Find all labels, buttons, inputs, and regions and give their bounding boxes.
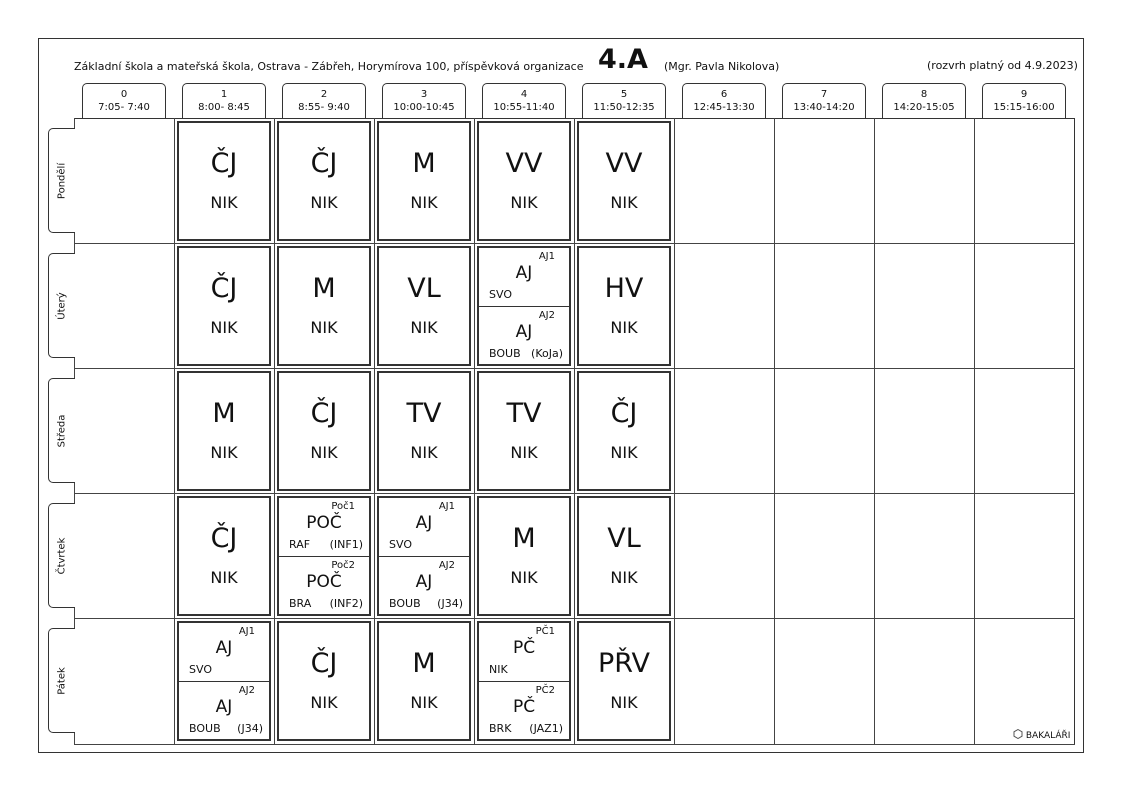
group-code: Poč2 bbox=[331, 560, 355, 571]
subject: AJ bbox=[415, 572, 433, 592]
group-lesson bbox=[479, 623, 569, 682]
grid-line bbox=[74, 368, 1075, 369]
teacher-code: NIK bbox=[610, 693, 638, 712]
lesson-cell bbox=[577, 121, 671, 241]
subject: PČ bbox=[512, 697, 536, 717]
grid-line bbox=[74, 493, 1075, 494]
teacher-code: BOUB bbox=[489, 347, 521, 360]
group-code: AJ2 bbox=[438, 560, 455, 571]
teacher-code: NIK bbox=[410, 443, 438, 462]
teacher-code: NIK bbox=[310, 193, 338, 212]
period-time: 8:00- 8:45 bbox=[198, 102, 250, 113]
teacher-code: SVO bbox=[189, 663, 212, 676]
day-name: Čtvrtek bbox=[56, 537, 68, 574]
period-number: 7 bbox=[820, 89, 828, 100]
group-code: PČ2 bbox=[535, 685, 555, 696]
subject: M bbox=[212, 398, 236, 429]
lesson-cell-split bbox=[177, 621, 271, 741]
teacher-code: NIK bbox=[510, 443, 538, 462]
period-header-1 bbox=[182, 83, 266, 118]
subject: PČ bbox=[512, 638, 536, 658]
group-lesson bbox=[279, 557, 369, 615]
teacher-code: NIK bbox=[310, 443, 338, 462]
group-code: PČ1 bbox=[535, 626, 555, 637]
teacher-code: NIK bbox=[210, 193, 238, 212]
lesson-cell bbox=[577, 371, 671, 491]
period-header-4 bbox=[482, 83, 566, 118]
subject: ČJ bbox=[310, 398, 338, 429]
day-label-wed bbox=[48, 378, 75, 483]
validity-date: (rozvrh platný od 4.9.2023) bbox=[927, 59, 1078, 72]
teacher-code: NIK bbox=[410, 693, 438, 712]
subject: ČJ bbox=[210, 273, 238, 304]
subject: ČJ bbox=[310, 148, 338, 179]
period-number: 3 bbox=[420, 89, 428, 100]
subject: AJ bbox=[215, 638, 233, 658]
lesson-cell-split bbox=[477, 621, 571, 741]
teacher-code: NIK bbox=[310, 693, 338, 712]
day-name: Pátek bbox=[56, 666, 68, 695]
period-header-8 bbox=[882, 83, 966, 118]
subject: PŘV bbox=[597, 648, 651, 679]
period-number: 8 bbox=[920, 89, 928, 100]
subject: AJ bbox=[515, 322, 533, 342]
teacher-code: RAF bbox=[289, 538, 311, 551]
hexagon-icon bbox=[1013, 729, 1023, 739]
lesson-cell bbox=[377, 246, 471, 366]
period-number: 1 bbox=[220, 89, 228, 100]
teacher-code: SVO bbox=[489, 288, 512, 301]
grid-line bbox=[774, 118, 775, 745]
group-lesson bbox=[479, 307, 569, 365]
subject: M bbox=[412, 148, 436, 179]
lesson-cell bbox=[277, 246, 371, 366]
period-header-0 bbox=[82, 83, 166, 118]
lesson-cell bbox=[377, 371, 471, 491]
lesson-cell bbox=[477, 496, 571, 616]
period-number: 6 bbox=[720, 89, 728, 100]
group-lesson bbox=[479, 682, 569, 740]
grid-line bbox=[674, 118, 675, 745]
subject: VV bbox=[605, 148, 643, 179]
lesson-cell bbox=[177, 121, 271, 241]
teacher-code: NIK bbox=[210, 318, 238, 337]
period-header-5 bbox=[582, 83, 666, 118]
lesson-cell bbox=[177, 371, 271, 491]
day-name: Úterý bbox=[56, 291, 68, 320]
period-time: 7:05- 7:40 bbox=[98, 102, 150, 113]
teacher-code: NIK bbox=[510, 193, 538, 212]
subject: ČJ bbox=[210, 523, 238, 554]
lesson-cell bbox=[277, 121, 371, 241]
period-time: 12:45-13:30 bbox=[693, 102, 755, 113]
period-time: 11:50-12:35 bbox=[593, 102, 655, 113]
subject: ČJ bbox=[210, 148, 238, 179]
day-name: Středa bbox=[56, 414, 68, 447]
lesson-cell bbox=[377, 621, 471, 741]
period-number: 4 bbox=[520, 89, 528, 100]
group-code: AJ2 bbox=[538, 310, 555, 321]
class-teacher: (Mgr. Pavla Nikolova) bbox=[664, 60, 780, 73]
group-code: AJ2 bbox=[238, 685, 255, 696]
subject: TV bbox=[506, 398, 542, 429]
grid-line bbox=[174, 118, 175, 745]
group-lesson bbox=[479, 248, 569, 307]
period-number: 0 bbox=[120, 89, 128, 100]
group-code: AJ1 bbox=[438, 501, 455, 512]
grid-line bbox=[574, 118, 575, 745]
group-lesson bbox=[279, 498, 369, 557]
lesson-cell bbox=[377, 121, 471, 241]
group-lesson bbox=[179, 623, 269, 682]
room-code: (INF1) bbox=[329, 538, 363, 551]
subject: M bbox=[312, 273, 336, 304]
lesson-cell bbox=[477, 121, 571, 241]
period-header-3 bbox=[382, 83, 466, 118]
room-code: (INF2) bbox=[329, 597, 363, 610]
group-lesson bbox=[179, 682, 269, 740]
subject: VV bbox=[505, 148, 543, 179]
grid-line bbox=[874, 118, 875, 745]
logo-text: BAKALÁŘI bbox=[1025, 731, 1071, 741]
grid-line bbox=[74, 618, 1075, 619]
lesson-cell-split bbox=[277, 496, 371, 616]
grid-line bbox=[74, 744, 1075, 745]
period-time: 10:55-11:40 bbox=[493, 102, 555, 113]
period-header-7 bbox=[782, 83, 866, 118]
period-header-9 bbox=[982, 83, 1066, 118]
day-label-fri bbox=[48, 628, 75, 733]
group-code: AJ1 bbox=[238, 626, 255, 637]
period-number: 5 bbox=[620, 89, 628, 100]
subject: M bbox=[412, 648, 436, 679]
lesson-cell bbox=[277, 371, 371, 491]
lesson-cell bbox=[577, 246, 671, 366]
subject: POČ bbox=[306, 572, 342, 592]
period-time: 8:55- 9:40 bbox=[298, 102, 350, 113]
lesson-cell bbox=[477, 371, 571, 491]
class-name: 4.A bbox=[598, 44, 648, 75]
group-code: AJ1 bbox=[538, 251, 555, 262]
day-name: Pondělí bbox=[56, 162, 68, 199]
teacher-code: NIK bbox=[410, 318, 438, 337]
room-code: (KoJa) bbox=[531, 347, 563, 360]
teacher-code: BRA bbox=[289, 597, 312, 610]
teacher-code: BOUB bbox=[389, 597, 421, 610]
period-header-2 bbox=[282, 83, 366, 118]
teacher-code: SVO bbox=[389, 538, 412, 551]
subject: VL bbox=[607, 523, 641, 554]
grid-line bbox=[974, 118, 975, 745]
lesson-cell-split bbox=[477, 246, 571, 366]
teacher-code: BOUB bbox=[189, 722, 221, 735]
period-number: 9 bbox=[1020, 89, 1028, 100]
subject: M bbox=[512, 523, 536, 554]
subject: POČ bbox=[306, 513, 342, 533]
teacher-code: NIK bbox=[210, 568, 238, 587]
lesson-cell bbox=[577, 621, 671, 741]
teacher-code: NIK bbox=[310, 318, 338, 337]
grid-line bbox=[274, 118, 275, 745]
teacher-code: NIK bbox=[210, 443, 238, 462]
teacher-code: NIK bbox=[610, 568, 638, 587]
period-header-6 bbox=[682, 83, 766, 118]
grid-line bbox=[74, 243, 1075, 244]
school-name: Základní škola a mateřská škola, Ostrava - Zábřeh, Horymírova 100, příspěvková organizace bbox=[74, 60, 584, 73]
teacher-code: NIK bbox=[610, 193, 638, 212]
subject: ČJ bbox=[610, 398, 638, 429]
period-time: 13:40-14:20 bbox=[793, 102, 855, 113]
lesson-cell bbox=[577, 496, 671, 616]
day-label-thu bbox=[48, 503, 75, 608]
lesson-cell bbox=[277, 621, 371, 741]
subject: AJ bbox=[215, 697, 233, 717]
lesson-cell-split bbox=[377, 496, 471, 616]
period-time: 15:15-16:00 bbox=[993, 102, 1055, 113]
teacher-code: BRK bbox=[489, 722, 512, 735]
room-code: (JAZ1) bbox=[529, 722, 563, 735]
grid-line bbox=[474, 118, 475, 745]
subject: ČJ bbox=[310, 648, 338, 679]
period-time: 14:20-15:05 bbox=[893, 102, 955, 113]
period-number: 2 bbox=[320, 89, 328, 100]
subject: AJ bbox=[415, 513, 433, 533]
subject: AJ bbox=[515, 263, 533, 283]
group-lesson bbox=[379, 498, 469, 557]
lesson-cell bbox=[177, 496, 271, 616]
teacher-code: NIK bbox=[610, 318, 638, 337]
subject: HV bbox=[604, 273, 644, 304]
subject: VL bbox=[407, 273, 441, 304]
teacher-code: NIK bbox=[510, 568, 538, 587]
lesson-cell bbox=[177, 246, 271, 366]
teacher-code: NIK bbox=[489, 663, 508, 676]
subject: TV bbox=[406, 398, 442, 429]
teacher-code: NIK bbox=[410, 193, 438, 212]
room-code: (J34) bbox=[437, 597, 463, 610]
group-code: Poč1 bbox=[331, 501, 355, 512]
teacher-code: NIK bbox=[610, 443, 638, 462]
room-code: (J34) bbox=[237, 722, 263, 735]
day-label-mon bbox=[48, 128, 75, 233]
bakalari-logo bbox=[1013, 729, 1070, 741]
group-lesson bbox=[379, 557, 469, 615]
grid-line bbox=[374, 118, 375, 745]
day-label-tue bbox=[48, 253, 75, 358]
period-time: 10:00-10:45 bbox=[393, 102, 455, 113]
